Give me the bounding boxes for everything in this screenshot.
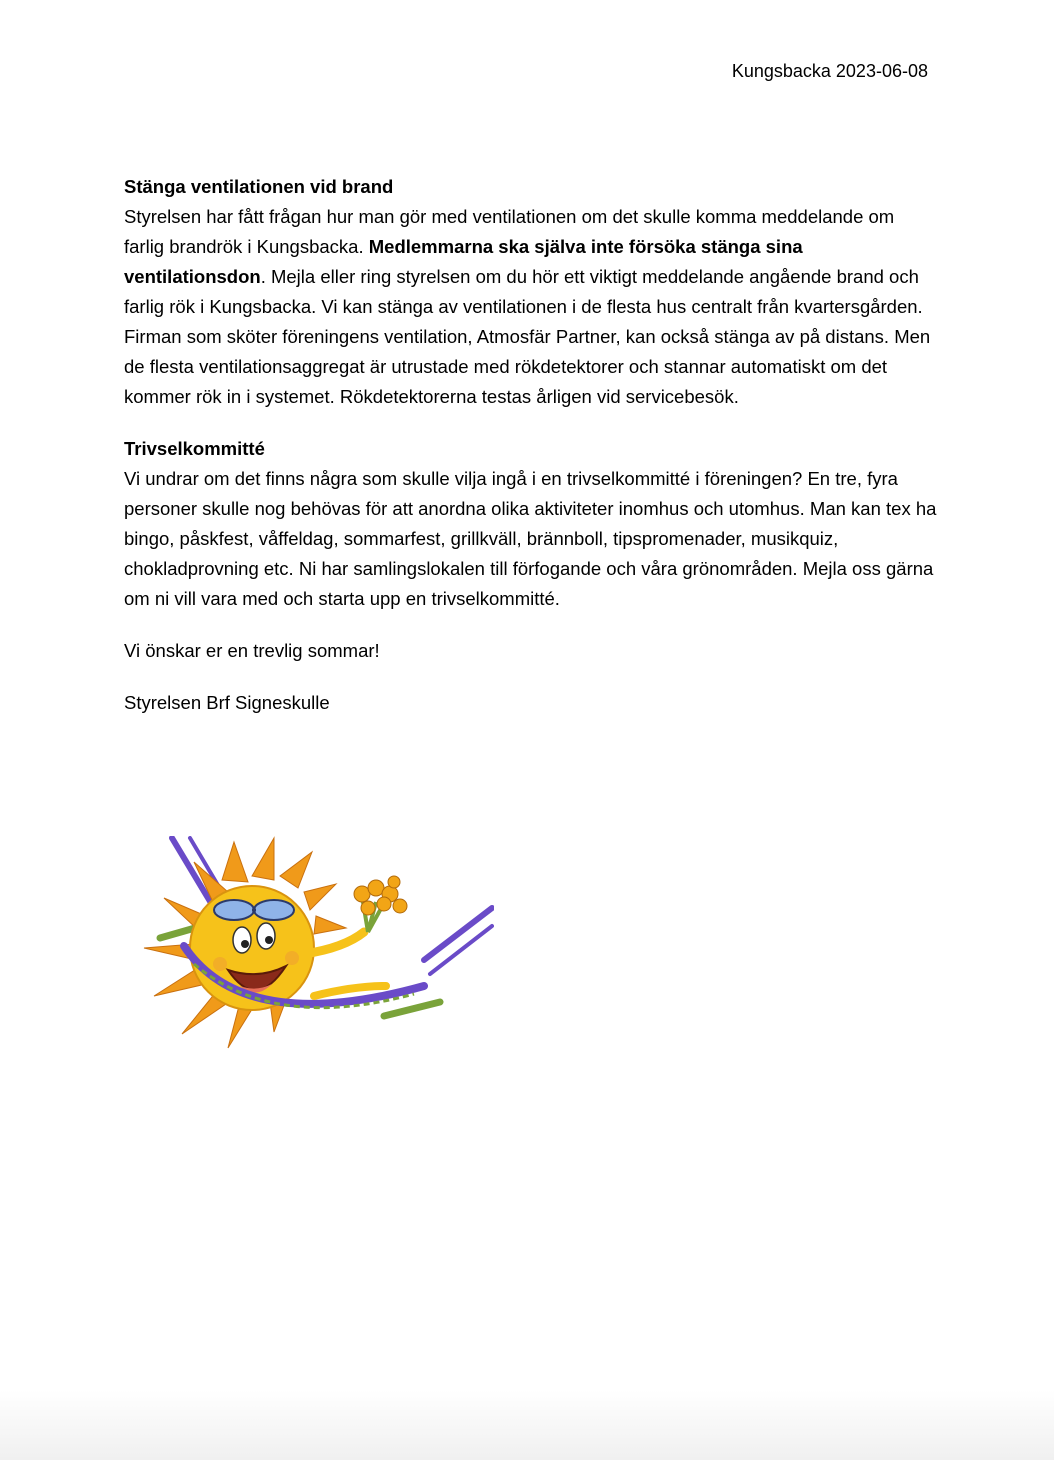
paragraph-text: . Mejla eller ring styrelsen om du hör ett viktigt meddelande angående brand och farlig rök i Kungsbacka. Vi kan stänga av ventilationen i de flesta hus centralt från kvartersgården. Firman som sköter föreningens ventilation, Atmosfär Partner, kan också stänga av på distans. Men de flesta ventilationsaggregat är utrustade med rökdetektorer och stannar automatiskt om det kommer rök in i systemet. Rökdetektorerna testas årligen vid servicebesök. bbox=[124, 266, 931, 407]
signature: Styrelsen Brf Signeskulle bbox=[124, 692, 330, 713]
closing-greeting: Vi önskar er en trevlig sommar! bbox=[124, 640, 380, 661]
section-heading-ventilation: Stänga ventilationen vid brand bbox=[124, 176, 394, 197]
section-paragraph-ventilation bbox=[124, 202, 939, 412]
section-heading-committee: Trivselkommitté bbox=[124, 438, 265, 459]
sun-hammock-icon bbox=[124, 836, 494, 1050]
page-edge-shadow bbox=[0, 1390, 1054, 1460]
bold-instruction: Medlemmarna ska själva inte försöka stänga sina ventilationsdon bbox=[124, 236, 803, 287]
paragraph-text: Styrelsen har fått frågan hur man gör med ventilationen om det skulle komma meddelande om farlig brandrök i Kungsbacka. bbox=[124, 206, 895, 257]
section-paragraph-committee: Vi undrar om det finns några som skulle vilja ingå i en trivselkommitté i föreningen? En tre, fyra personer skulle nog behövas för att anordna olika aktiviteter inomhus och utomhus. Man kan tex ha bingo, påskfest, våffeldag, sommarfest, grillkväll, brännboll, tipspromenader, musikquiz, chokladprovning etc. Ni har samlingslokalen till förfogande och våra grönområden. Mejla oss gärna om ni vill vara med och starta upp en trivselkommitté. bbox=[124, 468, 937, 609]
letter-body bbox=[124, 172, 939, 718]
date-line: Kungsbacka 2023-06-08 bbox=[731, 61, 928, 81]
